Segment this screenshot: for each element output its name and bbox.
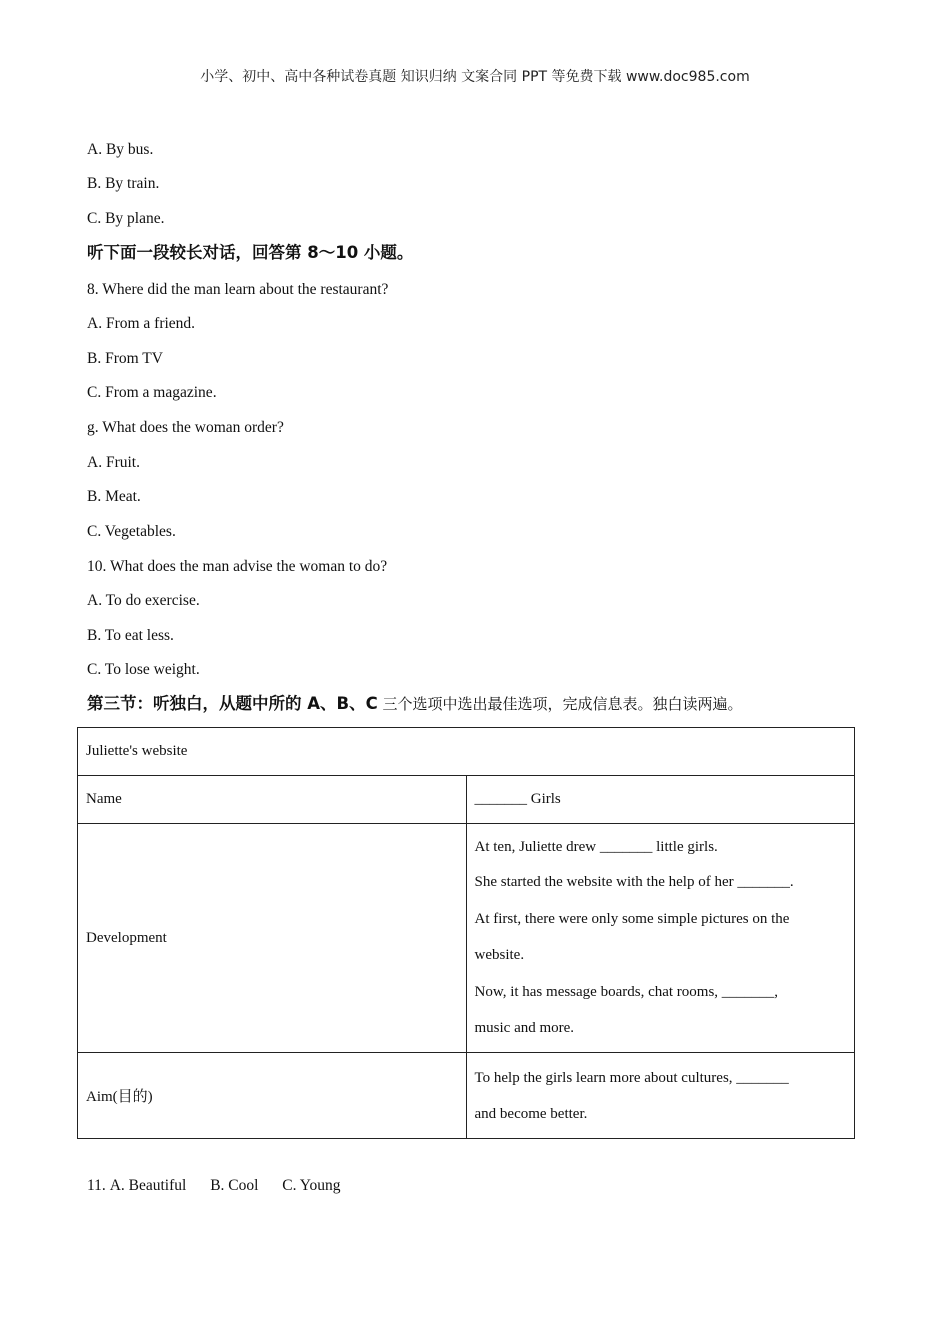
q8-option-b: B. From TV (87, 350, 163, 367)
development-label: Development (78, 824, 467, 1053)
dev-line-3: At first, there were only some simple pictures on the (474, 911, 790, 927)
q8-option-c: C. From a magazine. (87, 384, 217, 401)
q9-option-c: C. Vegetables. (87, 523, 176, 540)
q11-row (87, 1176, 340, 1196)
development-content (466, 824, 855, 1053)
q9-question: g. What does the woman order? (87, 419, 284, 436)
q11-option-a: A. Beautiful (109, 1177, 187, 1194)
q11-number: 11. (87, 1177, 106, 1194)
q7-option-b: B. By train. (87, 175, 160, 192)
dev-line-2: She started the website with the help of her _______. (474, 874, 794, 890)
table-title: Juliette's website (78, 728, 855, 776)
q9-option-b: B. Meat. (87, 488, 141, 505)
q9-option-a: A. Fruit. (87, 454, 140, 471)
dev-line-5: Now, it has message boards, chat rooms, _______, (474, 984, 779, 1000)
section3-normal: 三个选项中选出最佳选项，完成信息表。独白读两遍。 (377, 695, 743, 713)
q7-option-a: A. By bus. (87, 141, 154, 158)
section3-bold: 第三节：听独白，从题中所的 A、B、C (87, 694, 378, 713)
q8-question: 8. Where did the man learn about the restaurant? (87, 281, 389, 298)
q10-option-c: C. To lose weight. (87, 661, 200, 678)
aim-content (466, 1053, 855, 1139)
info-table (77, 727, 855, 1139)
name-label: Name (78, 776, 467, 824)
q10-option-b: B. To eat less. (87, 627, 174, 644)
q11-option-c: C. Young (282, 1177, 341, 1194)
aim-line-1: To help the girls learn more about cultures, _______ (474, 1070, 789, 1086)
q11-option-b: B. Cool (210, 1177, 259, 1194)
aim-label: Aim(目的) (78, 1053, 467, 1139)
aim-line-2: and become better. (474, 1106, 588, 1122)
dev-line-4: website. (474, 947, 525, 963)
dev-line-1: At ten, Juliette drew _______ little girls. (474, 839, 718, 855)
q10-question: 10. What does the man advise the woman to do? (87, 558, 388, 575)
section-intro: 听下面一段较长对话，回答第 8～10 小题。 (87, 243, 414, 262)
q7-option-c: C. By plane. (87, 210, 165, 227)
page-header: 小学、初中、高中各种试卷真题 知识归纳 文案合同 PPT 等免费下载 www.doc985.com (200, 69, 750, 85)
q8-option-a: A. From a friend. (87, 315, 196, 332)
dev-line-6: music and more. (474, 1020, 575, 1036)
q10-option-a: A. To do exercise. (87, 592, 200, 609)
section3-instruction (87, 694, 742, 714)
name-value: _______ Girls (466, 776, 855, 824)
